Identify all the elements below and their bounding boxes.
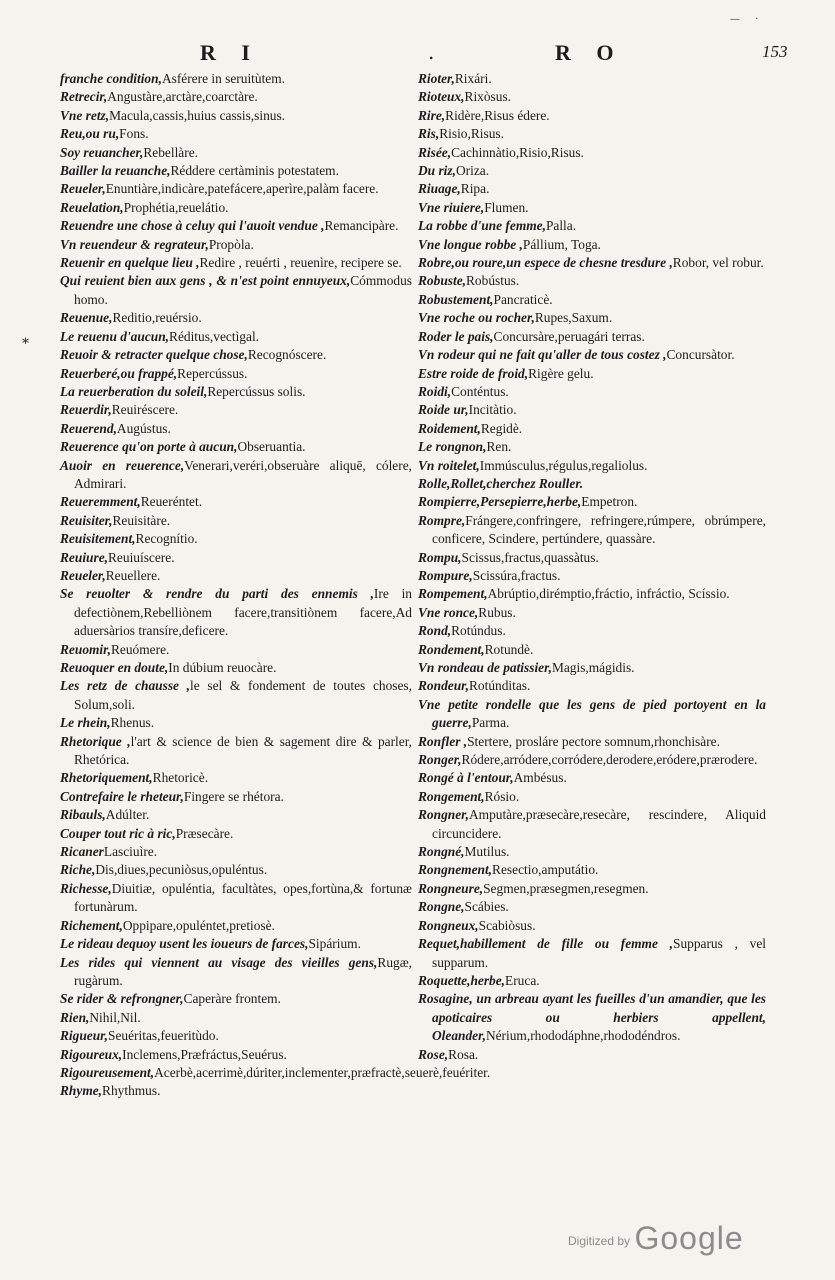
- dictionary-entry: [60, 990, 412, 1008]
- entry-translation: Reuiuíscere.: [108, 549, 175, 565]
- entry-translation: Rosa.: [448, 1046, 479, 1062]
- entry-headword: Reuenir en quelque lieu ,: [60, 255, 200, 271]
- entry-translation: Supparus , vel supparum.: [432, 936, 766, 970]
- entry-headword: Les retz de chausse ,: [60, 678, 191, 694]
- dictionary-entry: [60, 512, 412, 530]
- entry-headword: Reuomir,: [60, 641, 111, 657]
- entry-headword: Ronfler ,: [418, 733, 468, 749]
- entry-headword: Vne ronce,: [418, 604, 479, 620]
- dictionary-entry: [418, 641, 766, 659]
- entry-headword: Auoir en reuerence,: [60, 457, 185, 473]
- dictionary-entry: [60, 180, 412, 198]
- dictionary-entry: [418, 346, 766, 364]
- running-header-dot: .: [428, 40, 435, 64]
- entry-headword: Reuisiter,: [60, 512, 113, 528]
- right-column: [418, 70, 766, 1064]
- dictionary-entry: [418, 401, 766, 419]
- entry-translation: Rugæ, rugàrum.: [74, 954, 412, 988]
- dictionary-entry: [60, 125, 412, 143]
- entry-headword: Reuerdir,: [60, 402, 112, 418]
- dictionary-entry: [60, 549, 412, 567]
- dictionary-entry: [418, 1046, 766, 1064]
- entry-translation: Ambésus.: [513, 770, 567, 786]
- entry-headword: Roder le pais,: [418, 328, 494, 344]
- entry-translation: Remancipàre.: [324, 218, 399, 234]
- dictionary-entry: [418, 254, 766, 272]
- entry-headword: Riche,: [60, 862, 96, 878]
- dictionary-entry: [418, 236, 766, 254]
- dictionary-entry: [60, 530, 412, 548]
- entry-translation: Magis,mágidis.: [551, 660, 635, 675]
- dictionary-entry: [60, 806, 412, 824]
- entry-headword: Vne retz,: [60, 107, 110, 123]
- entry-headword: Rhyme,: [60, 1083, 103, 1099]
- dictionary-entry: [60, 861, 412, 879]
- dictionary-entry: [418, 88, 766, 106]
- dictionary-entry: [418, 107, 766, 125]
- entry-headword: Riuage,: [418, 181, 461, 197]
- entry-translation: Angustàre,arctàre,coarctàre.: [107, 89, 258, 105]
- dictionary-entry: [418, 475, 766, 493]
- entry-translation: Scábies.: [464, 899, 509, 915]
- dictionary-entry: [418, 917, 766, 935]
- entry-translation: Rubus.: [478, 604, 516, 620]
- entry-translation: Ródere,arródere,corródere,derodere,eródere,prærodere.: [461, 752, 758, 768]
- entry-translation: Caperàre frontem.: [183, 991, 281, 1007]
- dictionary-entry: [418, 677, 766, 695]
- entry-translation: Ren.: [486, 439, 512, 455]
- entry-headword: Se reuolter & rendre du parti des ennemis ,: [60, 586, 374, 602]
- entry-headword: Le reuenu d'aucun,: [60, 328, 170, 344]
- entry-translation: Scabiòsus.: [478, 917, 536, 933]
- entry-headword: Vn reuendeur & regrateur,: [60, 236, 209, 252]
- entry-headword: Requet,habillement de fille ou femme ,: [418, 936, 673, 952]
- entry-headword: Rolle,Rollet,cherchez Rouller.: [418, 475, 584, 491]
- dictionary-entry: [60, 641, 412, 659]
- entry-translation: Cómmodus homo.: [74, 273, 412, 307]
- entry-headword: Vne petite rondelle que les gens de pied portoyent en la guerre,: [418, 696, 766, 731]
- entry-headword: Rongnement,: [418, 862, 493, 878]
- entry-translation: Abrúptio,dirémptio,fráctio, infráctio, Scíssio.: [487, 586, 730, 602]
- entry-translation: Rósio.: [484, 788, 520, 804]
- dictionary-entry: [60, 935, 412, 953]
- entry-translation: Rhythmus.: [102, 1083, 161, 1099]
- entry-translation: Conténtus.: [451, 383, 509, 399]
- entry-headword: Reueremment,: [60, 494, 141, 510]
- entry-translation: Oppipare,opuléntet,pretiosè.: [122, 917, 275, 933]
- dictionary-entry: [60, 1046, 412, 1064]
- page-number: 153: [762, 42, 788, 61]
- entry-translation: Sipárium.: [308, 936, 361, 952]
- entry-translation: Recognóscere.: [247, 347, 327, 363]
- entry-headword: Couper tout ric à ric,: [60, 825, 176, 841]
- dictionary-entry: [418, 180, 766, 198]
- corner-ticks: — ·: [730, 14, 765, 25]
- entry-translation: Scissúra,fractus.: [472, 567, 561, 583]
- dictionary-entry: [60, 1027, 412, 1045]
- running-header-right: R O: [555, 40, 624, 65]
- entry-headword: Le rhein,: [60, 715, 111, 731]
- entry-headword: Rompu,: [418, 549, 462, 565]
- entry-headword: Ricaner: [60, 844, 104, 860]
- dictionary-entry: [418, 585, 766, 603]
- dictionary-entry: [60, 788, 412, 806]
- dictionary-entry: [418, 696, 766, 733]
- entry-translation: In dúbium reuocàre.: [168, 660, 277, 675]
- entry-headword: Qui reuient bien aux gens , & n'est point ennuyeux,: [60, 273, 351, 289]
- dictionary-entry: [60, 585, 412, 640]
- dictionary-entry: [60, 1082, 412, 1100]
- entry-headword: Rosagine, un arbreau ayant les fueilles d'un amandier, que les apoticaires ou herbiers appellent, Oleander,: [418, 991, 766, 1044]
- entry-headword: Rompement,: [418, 586, 488, 602]
- dictionary-entry: [60, 769, 412, 787]
- entry-headword: Rompre,: [418, 512, 466, 528]
- entry-headword: La reuerberation du soleil,: [60, 383, 208, 399]
- dictionary-entry: [418, 512, 766, 549]
- entry-translation: Rotúndus.: [451, 623, 506, 639]
- entry-headword: Reueler,: [60, 567, 106, 583]
- dictionary-entry: [60, 677, 412, 714]
- entry-headword: Ronger,: [418, 752, 462, 768]
- entry-headword: Vne longue robbe ,: [418, 236, 523, 252]
- dictionary-entry: [418, 457, 766, 475]
- entry-translation: le sel & fondement de toutes choses, Solum,soli.: [74, 678, 412, 712]
- entry-headword: Retrecir,: [60, 89, 108, 105]
- entry-translation: Regidè.: [480, 420, 523, 436]
- entry-headword: Rondement,: [418, 641, 485, 657]
- dictionary-entry: [60, 567, 412, 585]
- dictionary-entry: [60, 1009, 412, 1027]
- entry-translation: Obseruantia.: [237, 439, 306, 455]
- entry-headword: Rioter,: [418, 71, 455, 86]
- entry-translation: Eruca.: [505, 972, 540, 988]
- entry-headword: Reuerend,: [60, 420, 117, 436]
- dictionary-entry: [418, 420, 766, 438]
- entry-translation: Propòla.: [208, 236, 254, 252]
- dictionary-entry: [418, 125, 766, 143]
- dictionary-entry: [60, 843, 412, 861]
- entry-translation: Robor, vel robur.: [672, 255, 764, 271]
- entry-translation: Rotundè.: [484, 641, 534, 657]
- entry-translation: Pállium, Toga.: [522, 236, 601, 252]
- entry-translation: Incitàtio.: [468, 402, 517, 418]
- entry-headword: Rongement,: [418, 788, 485, 804]
- dictionary-entry: [418, 659, 766, 677]
- dictionary-entry: [60, 70, 412, 88]
- dictionary-entry: [60, 88, 412, 106]
- dictionary-entry: [418, 880, 766, 898]
- entry-translation: Empetron.: [581, 494, 638, 510]
- entry-translation: Ridère,Risus édere.: [445, 107, 550, 123]
- entry-headword: Robustement,: [418, 291, 494, 307]
- entry-headword: Reuerence qu'on porte à aucun,: [60, 439, 238, 455]
- dictionary-entry: [60, 272, 412, 309]
- entry-headword: franche condition,: [60, 71, 162, 86]
- dictionary-entry: [418, 567, 766, 585]
- dictionary-entry: [418, 365, 766, 383]
- dictionary-entry: [418, 861, 766, 879]
- dictionary-entry: [60, 457, 412, 494]
- entry-headword: Richesse,: [60, 880, 112, 896]
- entry-headword: Rondeur,: [418, 678, 469, 694]
- entry-headword: Roide ur,: [418, 402, 469, 418]
- entry-headword: Reuerberé,ou frappé,: [60, 365, 178, 381]
- dictionary-entry: [418, 788, 766, 806]
- entry-translation: Resectio,amputátio.: [492, 862, 599, 878]
- entry-translation: Rixòsus.: [464, 89, 512, 105]
- entry-headword: Rongneux,: [418, 917, 479, 933]
- entry-translation: Reueréntet.: [140, 494, 203, 510]
- entry-translation: Macula,cassis,huius cassis,sinus.: [109, 107, 286, 123]
- dictionary-entry: [60, 254, 412, 272]
- dictionary-entry: [418, 328, 766, 346]
- dictionary-entry: [60, 365, 412, 383]
- entry-translation: Scissus,fractus,quassàtus.: [461, 549, 599, 565]
- entry-headword: Rongne,: [418, 899, 465, 915]
- entry-headword: Reuiure,: [60, 549, 108, 565]
- entry-headword: Ris,: [418, 126, 440, 142]
- entry-translation: Enuntiàre,indicàre,patefácere,aperìre,palàm facere.: [105, 181, 379, 197]
- dictionary-entry: [418, 549, 766, 567]
- entry-translation: Reuiréscere.: [111, 402, 179, 418]
- entry-translation: Immúsculus,régulus,regaliolus.: [479, 457, 648, 473]
- entry-translation: Palla.: [545, 218, 577, 234]
- dictionary-entry: [418, 383, 766, 401]
- entry-headword: Estre roide de froid,: [418, 365, 529, 381]
- entry-translation: Flumen.: [484, 199, 529, 215]
- entry-headword: Reueler,: [60, 181, 106, 197]
- entry-translation: Rixári.: [454, 71, 492, 86]
- entry-translation: Concursàtor.: [666, 347, 735, 363]
- entry-headword: Rongneure,: [418, 880, 484, 896]
- entry-headword: La robbe d'une femme,: [418, 218, 546, 234]
- entry-translation: Rhetoricè.: [152, 770, 209, 786]
- entry-translation: Diuitiæ, opuléntia, facultàtes, opes,fortùna,& fortunæ fortunàrum.: [74, 880, 412, 915]
- entry-headword: Rompure,: [418, 567, 473, 583]
- entry-headword: Vn rondeau de patissier,: [418, 660, 552, 675]
- entry-translation: Reuellere.: [105, 567, 161, 583]
- dictionary-entry: [418, 990, 766, 1045]
- dictionary-entry: [60, 236, 412, 254]
- entry-headword: Vn roitelet,: [418, 457, 480, 473]
- dictionary-entry: [418, 898, 766, 916]
- entry-translation: Mutilus.: [464, 844, 510, 860]
- entry-translation: Concursàre,peruagári terras.: [493, 328, 645, 344]
- entry-translation: Augústus.: [116, 420, 171, 436]
- dictionary-entry: [418, 604, 766, 622]
- entry-translation: Repercússus solis.: [207, 383, 306, 399]
- entry-headword: Roidi,: [418, 383, 452, 399]
- entry-headword: Rongné,: [418, 844, 465, 860]
- dictionary-entry: [418, 972, 766, 990]
- entry-translation: Pancraticè.: [493, 291, 553, 307]
- entry-translation: Ripa.: [460, 181, 490, 197]
- entry-headword: Le rideau dequoy usent les ioueurs de farces,: [60, 936, 309, 952]
- entry-headword: Robuste,: [418, 273, 466, 289]
- entry-headword: Rigoureux,: [60, 1046, 123, 1062]
- entry-translation: Præsecàre.: [175, 825, 234, 841]
- entry-translation: Repercússus.: [177, 365, 248, 381]
- entry-headword: Rigoureusement,: [60, 1064, 155, 1080]
- dictionary-entry: [60, 954, 412, 991]
- entry-translation: Venerari,veréri,obseruàre aliquē, cólere, Admirari.: [74, 457, 412, 491]
- entry-translation: Nérium,rhododáphne,rhododéndros.: [485, 1028, 681, 1044]
- entry-headword: Rond,: [418, 623, 452, 639]
- dictionary-entry: [60, 420, 412, 438]
- dictionary-entry: [418, 935, 766, 972]
- dictionary-entry: [60, 493, 412, 511]
- entry-translation: Parma.: [471, 715, 510, 731]
- entry-headword: Reuoquer en doute,: [60, 660, 169, 675]
- entry-translation: Fingere se rhétora.: [183, 788, 284, 804]
- entry-translation: Prophétia,reuelátio.: [123, 199, 229, 215]
- entry-translation: Acerbè,acerrimè,dúriter,inclementer,præfractè,seuerè,feuériter.: [154, 1064, 491, 1080]
- dictionary-entry: [418, 291, 766, 309]
- entry-translation: Asférere in seruitùtem.: [161, 71, 286, 86]
- entry-translation: l'art & science de bien & sagement dire & parler, Rhetórica.: [74, 733, 412, 768]
- entry-headword: Roquette,herbe,: [418, 972, 506, 988]
- dictionary-entry: [418, 493, 766, 511]
- dictionary-entry: [418, 309, 766, 327]
- entry-translation: Reuisitàre.: [112, 512, 171, 528]
- dictionary-entry: [418, 199, 766, 217]
- entry-headword: Richement,: [60, 917, 123, 933]
- entry-translation: Reditio,reuérsio.: [112, 310, 202, 326]
- entry-headword: Rioteux,: [418, 89, 465, 105]
- dictionary-entry: [60, 162, 412, 180]
- entry-translation: Réditus,vectìgal.: [169, 328, 260, 344]
- entry-headword: Vn rodeur qui ne fait qu'aller de tous costez ,: [418, 347, 667, 363]
- dictionary-entry: [60, 144, 412, 162]
- entry-translation: Rupes,Saxum.: [534, 310, 613, 326]
- entry-headword: Risée,: [418, 144, 452, 160]
- entry-headword: Les rides qui viennent au visage des vieilles gens,: [60, 954, 378, 970]
- entry-headword: Contrefaire le rheteur,: [60, 788, 184, 804]
- entry-headword: Reuendre une chose à celuy qui l'auoit vendue ,: [60, 218, 325, 234]
- entry-translation: Redire , reuérti , reuenìre, recipere se.: [199, 255, 402, 271]
- dictionary-entry: [418, 806, 766, 843]
- entry-translation: Seuéritas,feueritùdo.: [108, 1028, 219, 1044]
- entry-headword: Reu,ou ru,: [60, 126, 120, 142]
- entry-headword: Reuelation,: [60, 199, 124, 215]
- entry-headword: Rigueur,: [60, 1028, 109, 1044]
- entry-headword: Rompierre,Persepierre,herbe,: [418, 494, 582, 510]
- dictionary-entry: [418, 144, 766, 162]
- entry-headword: Se rider & refrongner,: [60, 991, 184, 1007]
- entry-headword: Rire,: [418, 107, 446, 123]
- entry-headword: Le rongnon,: [418, 439, 487, 455]
- entry-translation: Robústus.: [466, 273, 520, 289]
- entry-headword: Soy reuancher,: [60, 144, 144, 160]
- dictionary-entry: [60, 1064, 491, 1082]
- digitized-by-google-watermark: [568, 1220, 744, 1257]
- dictionary-entry: [418, 438, 766, 456]
- entry-translation: Fons.: [119, 126, 149, 142]
- margin-mark: *: [22, 336, 29, 352]
- entry-translation: Amputàre,præsecàre,resecàre, rescindere, Aliquid circuncidere.: [432, 807, 766, 841]
- entry-translation: Ire in defectiònem,Rebelliònem facere,transitiònem facere,Ad aduersàrios transíre,deficere.: [74, 586, 412, 639]
- entry-headword: Reuisitement,: [60, 531, 136, 547]
- dictionary-entry: [418, 217, 766, 235]
- dictionary-entry: [60, 733, 412, 770]
- entry-translation: Segmen,præsegmen,resegmen.: [483, 880, 649, 896]
- dictionary-entry: [418, 162, 766, 180]
- dictionary-entry: [418, 70, 766, 88]
- dictionary-entry: [60, 917, 412, 935]
- dictionary-entry: [60, 346, 412, 364]
- entry-translation: Recognítio.: [135, 531, 198, 547]
- entry-translation: Risio,Risus.: [439, 126, 504, 142]
- entry-headword: Du riz,: [418, 163, 456, 179]
- entry-headword: Vne riuiere,: [418, 199, 485, 215]
- entry-translation: Inclemens,Præfráctus,Seuérus.: [122, 1046, 287, 1062]
- dictionary-entry: [60, 659, 412, 677]
- entry-translation: Nihil,Nil.: [89, 1009, 141, 1025]
- entry-headword: Rhetoriquement,: [60, 770, 153, 786]
- entry-translation: Rigère gelu.: [528, 365, 594, 381]
- dictionary-entry: [418, 272, 766, 290]
- entry-headword: Rhetorique ,: [60, 733, 131, 749]
- entry-headword: Rongner,: [418, 807, 469, 823]
- dictionary-entry: [60, 880, 412, 917]
- digitized-by-label: Digitized by: [568, 1234, 631, 1248]
- entry-translation: Adúlter.: [105, 807, 150, 823]
- dictionary-entry: [418, 733, 766, 751]
- google-logo: Google: [634, 1220, 744, 1256]
- dictionary-entry: [418, 751, 766, 769]
- dictionary-entry: [60, 714, 412, 732]
- entry-translation: Lasciuìre.: [103, 844, 158, 860]
- entry-translation: Stertere, prosláre pectore somnum,rhonchisàre.: [467, 733, 720, 749]
- entry-headword: Rongé à l'entour,: [418, 770, 514, 786]
- entry-headword: Reuenue,: [60, 310, 113, 326]
- entry-translation: Rotúnditas.: [468, 678, 531, 694]
- dictionary-entry: [60, 107, 412, 125]
- entry-headword: Bailler la reuanche,: [60, 163, 171, 179]
- entry-translation: Rebellàre.: [143, 144, 198, 160]
- entry-headword: Vne roche ou rocher,: [418, 310, 535, 326]
- dictionary-entry: [60, 438, 412, 456]
- dictionary-entry: [60, 401, 412, 419]
- entry-headword: Rien,: [60, 1009, 90, 1025]
- entry-translation: Oriza.: [455, 163, 490, 179]
- entry-translation: Réddere certàminis potestatem.: [170, 163, 339, 179]
- entry-translation: Reuómere.: [110, 641, 170, 657]
- dictionary-entry: [60, 309, 412, 327]
- entry-headword: Roidement,: [418, 420, 481, 436]
- dictionary-entry: [418, 769, 766, 787]
- entry-translation: Rhenus.: [110, 715, 155, 731]
- entry-headword: Ribauls,: [60, 807, 106, 823]
- entry-translation: Dis,diues,pecuniòsus,opuléntus.: [95, 862, 268, 878]
- running-header-left: R I: [200, 40, 260, 65]
- dictionary-entry: [418, 622, 766, 640]
- dictionary-entry: [60, 199, 412, 217]
- dictionary-entry: [60, 383, 412, 401]
- entry-translation: Frángere,confringere, refringere,rúmpere, obrúmpere, conficere, Scindere, pertúndere, quassàre.: [432, 512, 766, 547]
- dictionary-entry: [60, 217, 412, 235]
- entry-headword: Robre,ou roure,un espece de chesne tresdure ,: [418, 255, 673, 271]
- dictionary-entry: [418, 843, 766, 861]
- entry-headword: Rose,: [418, 1046, 449, 1062]
- dictionary-entry: [60, 328, 412, 346]
- dictionary-entry: [60, 825, 412, 843]
- entry-headword: Reuoir & retracter quelque chose,: [60, 347, 248, 363]
- entry-translation: Cachinnàtio,Risio,Risus.: [451, 144, 584, 160]
